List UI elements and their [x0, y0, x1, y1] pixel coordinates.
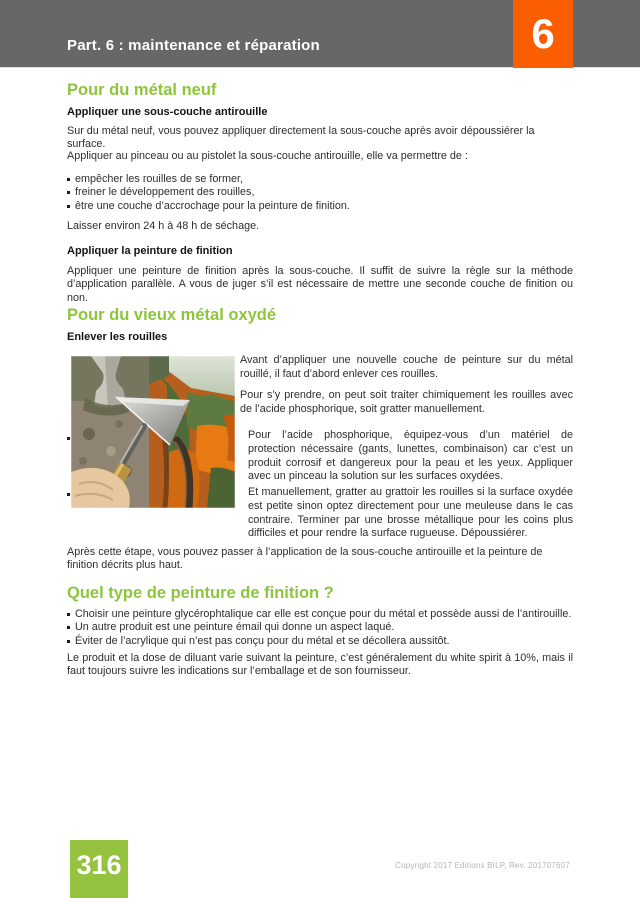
paragraph-diluant: Le produit et la dose de diluant varie suivant la peinture, c’est généralement du white spirit à 10%, mais il faut toujours suivre les indications sur l’emballage et de son fournisseur.: [67, 652, 573, 678]
paragraph-avant-appliquer: Avant d’appliquer une nouvelle couche de peinture sur du métal rouillé, il faut d’abord enlever ces rouilles.: [240, 354, 573, 380]
bullet-square-icon: [67, 640, 70, 643]
bullet-square-icon: [67, 493, 70, 496]
photo-grattoir-metal-rouille: [71, 356, 235, 508]
list-item: [67, 200, 573, 213]
list-item-text: Un autre produit est une peinture émail qui donne un aspect laqué.: [75, 621, 395, 634]
bullet-paragraph-acide-phosphorique: Pour l’acide phosphorique, équipez-vous d’un matériel de protection nécessaire (gants, lunettes, combinaison) car c’est un produit corrosif et dangereux pour la peau et les yeux. Appliquer avec un pinceau la solution sur les surfaces oxydées.: [248, 429, 573, 483]
list-item: [67, 608, 573, 621]
list-item: [67, 635, 573, 648]
list-item: [67, 186, 573, 199]
bullet-square-icon: [67, 626, 70, 629]
bullet-square-icon: [67, 178, 70, 181]
chapter-number-box: [513, 0, 573, 68]
paragraph-sous-couche-direct: Sur du métal neuf, vous pouvez appliquer directement la sous-couche après avoir dépoussiérer la surface.: [67, 125, 535, 151]
copyright-notice: Copyright 2017 Editions BILP, Rev. 201707607: [395, 861, 570, 870]
subheading-sous-couche-antirouille: Appliquer une sous-couche antirouille: [67, 106, 268, 118]
list-item: [67, 173, 573, 186]
paragraph-pinceau-pistolet: Appliquer au pinceau ou au pistolet la sous-couche antirouille, elle va permettre de :: [67, 150, 468, 162]
page-number-box: [70, 840, 128, 898]
bullet-square-icon: [67, 613, 70, 616]
section-heading-type-peinture: Quel type de peinture de finition ?: [67, 584, 334, 602]
bullet-square-icon: [67, 437, 70, 440]
list-item-text: être une couche d’accrochage pour la peinture de finition.: [75, 199, 350, 212]
chapter-number: 6: [531, 10, 555, 57]
page-number: 316: [76, 849, 122, 880]
bullet-paragraph-gratter-manuellement: Et manuellement, gratter au grattoir les rouilles si la surface oxydée est petite sinon optez directement pour une meuleuse dans le cas contraire. Terminer par une brosse métallique pour les coins plus difficiles et pour rendre la surface rugueuse. Dépoussiérer.: [248, 486, 573, 540]
list-avantages-sous-couche: [67, 173, 573, 213]
list-item-text: freiner le développement des rouilles,: [75, 186, 255, 199]
list-item-text: empêcher les rouilles de se former,: [75, 173, 244, 185]
section-heading-metal-oxyde: Pour du vieux métal oxydé: [67, 306, 277, 324]
section-heading-metal-neuf: Pour du métal neuf: [67, 81, 217, 99]
paragraph-apres-cette-etape: Après cette étape, vous pouvez passer à l’application de la sous-couche antirouille et la peinture de finition décrits plus haut.: [67, 546, 543, 572]
list-item: [67, 621, 573, 634]
paragraph-sechage: Laisser environ 24 h à 48 h de séchage.: [67, 220, 260, 232]
bullet-square-icon: [67, 205, 70, 208]
list-item-text: Éviter de l’acrylique qui n’est pas conçu pour du métal et se décollera aussitôt.: [75, 634, 450, 647]
header-band: [0, 0, 640, 68]
scraper-photo-illustration: [71, 356, 235, 508]
list-types-peinture: [67, 608, 573, 648]
subheading-enlever-rouilles: Enlever les rouilles: [67, 331, 168, 343]
part-title: Part. 6 : maintenance et réparation: [67, 37, 320, 54]
list-item-text: Choisir une peinture glycérophtalique car elle est conçue pour du métal et possède aussi de l’antirouille.: [75, 608, 572, 620]
bullet-square-icon: [67, 191, 70, 194]
paragraph-pour-sy-prendre: Pour s’y prendre, on peut soit traiter chimiquement les rouilles avec de l’acide phosphorique, soit gratter manuellement.: [240, 389, 573, 415]
paragraph-peinture-finition: Appliquer une peinture de finition après la sous-couche. Il suffit de suivre la règle sur la méthode d’application parallèle. A vous de juger s’il est nécessaire de mettre une seconde couche de finition ou non.: [67, 265, 573, 304]
subheading-peinture-finition: Appliquer la peinture de finition: [67, 245, 233, 257]
